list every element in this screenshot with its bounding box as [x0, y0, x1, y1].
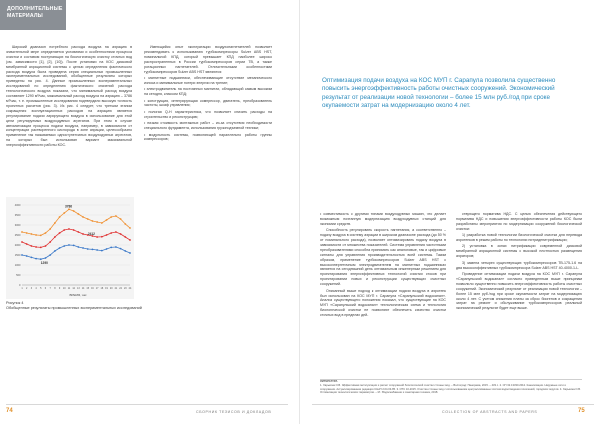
banner-line-1: ДОПОЛНИТЕЛЬНЫЕ: [7, 6, 63, 12]
x-tick-label: 17: [95, 287, 99, 290]
data-point-mean: [120, 233, 122, 235]
data-point-mean: [68, 228, 70, 230]
x-tick-label: 8: [54, 287, 56, 290]
chart-annotation: 2412: [87, 231, 95, 236]
data-point-max: [115, 215, 117, 217]
data-point-min: [92, 249, 94, 251]
references-text: 1. Харькина О.В. Эффективная эксплуатация и расчет сооружений биологической очистки сточных вод. – Волгоград: Панорама, 2015. – 433 с. 2. СП 32.13330.2012. Канализация. Наружные сети и сооружения. Актуализированная редакция СНиП 2.04.03-85. 3. ИТС 10-2015. Очистка сточных вод с использованием централизованных систем водоотведения поселений, городских округов. 4. Харькина О.В. Оптимизация технологических параметров. – М.: Водоснабжение и санитарная техника, 2018.: [320, 384, 581, 395]
right-col2-paragraph: Проведение оптимизации подачи воздуха на КОС МУП г. Сарапула «Сарапульский водоканал» согласно приведенным выше принципам позволило существенно повысить энергоэффективность работы очистных сооружений. Экономический результат от реализации новой технологии – более 15 млн руб./год при сроке окупаемости затрат на модернизацию около 4 лет. С учетом снижения платы за сброс биогенов и сокращения затрат на ремонт и обслуживание турбокомпрессоров реальный экономический результат будет еще выше.: [456, 271, 582, 311]
x-tick-label: 2: [26, 287, 28, 290]
data-point-mean: [82, 233, 84, 235]
data-point-min: [87, 248, 89, 250]
data-point-mean: [110, 232, 112, 234]
bullet-item: • пологая Q-H характеристика, что позволяет снизить расходы на строительство и реконструкцию;: [144, 109, 272, 119]
y-tick-label: 3500: [14, 214, 21, 217]
data-point-mean: [96, 236, 98, 238]
banner-line-2: МАТЕРИАЛЫ: [7, 12, 43, 19]
data-point-max: [124, 223, 126, 225]
right-col2-paragraph: 2) установка в зонах нитрификации современной дисковой мембранной аэрационной системы с высокой плотностью размещения аэраторов;: [456, 244, 582, 259]
chart-annotation: 1290: [40, 261, 48, 266]
data-point-max: [40, 235, 42, 237]
data-point-max: [82, 216, 84, 218]
data-point-max: [49, 228, 51, 230]
data-point-min: [82, 247, 84, 249]
data-point-min: [45, 257, 47, 259]
data-point-mean: [49, 241, 51, 243]
figure-title: Обобщенные результаты промышленных экспериментальных исследований: [6, 306, 142, 310]
data-point-min: [106, 248, 108, 250]
data-point-max: [54, 222, 56, 224]
footer-label: СБОРНИК ТЕЗИСОВ И ДОКЛАДОВ: [196, 410, 272, 414]
right-col1-paragraph: Описанный выше подход к оптимизации подачи воздуха в аэротенк был использован на КОС МУП г. Сарапула «Сарапульский водоканал». Анализ существующего положения показал, что существующие на КОС МУП «Сарапульский водоканал» технологическая схема и технология биологической очистки не позволяют обеспечить качество очистки сточных вод в пределах дей-: [320, 288, 446, 318]
bullet-item: • низкая стоимость монтажных работ – из-за отсутствия необходимости специального фундамента, использования грузоподъемной техники;: [144, 121, 272, 131]
x-tick-label: 22: [119, 287, 122, 290]
y-tick-label: 500: [16, 274, 21, 277]
x-axis-label: ВРЕМЯ, час: [69, 293, 87, 297]
data-point-min: [49, 254, 51, 256]
data-point-max: [63, 212, 65, 214]
y-tick-label: 2500: [14, 234, 21, 237]
x-tick-label: 18: [100, 287, 104, 290]
data-point-mean: [54, 236, 56, 238]
data-point-max: [59, 216, 61, 218]
data-point-min: [59, 247, 61, 249]
data-point-min: [120, 248, 122, 250]
bullet-item: • электродвигатель на постоянных магнитах, обладающий самым высоким на сегодня, классом КПД;: [144, 87, 272, 97]
y-tick-label: 2000: [14, 244, 21, 247]
x-tick-label: 4: [35, 287, 37, 290]
page-number: 74: [6, 408, 13, 414]
x-tick-label: 3: [30, 287, 33, 290]
data-point-max: [21, 231, 23, 233]
bullet-item: • конструкция, интегрирующая компрессор, двигатель, преобразователь частоты, шкаф управления;: [144, 98, 272, 108]
data-point-mean: [124, 236, 126, 238]
chart-annotation: 3786: [64, 204, 73, 209]
left-col2-paragraph: Имеющийся опыт эксплуатации воздухонагнетателей позволяет рекомендовать к использованию турбокомпрессоры Sulzer ABS HST, номинальной КПД, который превышает КПД наиболее широко распространенных в России турбокомпрессоров серии ТВ, а также ротационных нагнетателей. Отличительными особенностями турбокомпрессоров Sulzer ABS HST являются:: [144, 45, 272, 74]
x-tick-label: 19: [105, 287, 108, 290]
x-tick-label: 21: [114, 287, 118, 290]
data-point-min: [77, 246, 79, 248]
section-banner: [0, 0, 66, 30]
data-point-min: [73, 245, 75, 247]
data-point-min: [101, 250, 103, 252]
y-tick-label: 0: [19, 284, 21, 287]
x-tick-label: 11: [67, 287, 71, 290]
data-point-mean: [101, 236, 103, 238]
data-point-mean: [115, 231, 117, 233]
data-point-max: [101, 222, 103, 224]
data-point-max: [106, 219, 108, 221]
x-tick-label: 15: [86, 287, 90, 290]
right-page: [300, 0, 600, 424]
y-tick-label: 3000: [14, 224, 21, 227]
footer-rule: [312, 404, 594, 405]
y-tick-label: 1000: [14, 264, 21, 267]
chart-caption: [6, 301, 206, 311]
x-tick-label: 10: [62, 287, 66, 290]
data-point-mean: [26, 243, 28, 245]
left-col1-paragraph: Широкий диапазон потребного расхода воздуха на аэрацию в значительной мере определяется условиями и особенностями процесса очистки и составом поступающих на биологическую очистку сточных вод (см. зависимости [1], [2], [10]). После установки на КОС дисковой мембранной аэрационной системы с целью определения фактического расхода воздуха была проведена серия специальных промышленных экспериментальных исследований, обобщенные результаты которых приведены на рис. 4. Данные промышленных экспериментальных исследований по определению фактического значений расхода технологического воздуха показали, что минимальный расход воздуха составляет 1290 м³/час, максимальный расход воздуха на аэрацию – 3786 м³/час, т. е. промышленные исследования подтвердили высокую точность проектных расчетов (рис. 3). Из рис. 4 следует, что третьим этапом сокращения эксплуатационных расходов на аэрацию является регулирование подачи аэрирующего воздуха в использование для этой цели регулируемых воздуходувных агрегатов. При этом в случае автоматизации процесса подачи воздуха, например, в зависимости от концентрации растворенного кислорода в зоне аэрации, целесообразно применение так называемых одноступенчатых воздуходувных агрегатов, на которых был использован вариант максимальной энергоэффективности работы КОС.: [6, 45, 132, 148]
data-point-min: [129, 252, 131, 254]
data-point-min: [124, 250, 126, 252]
left-column-1: [6, 45, 132, 150]
references-block: [320, 380, 582, 395]
data-point-max: [87, 218, 89, 220]
page-number: 75: [578, 408, 585, 414]
figure-number: Рисунок 4: [6, 301, 24, 305]
left-column-2: [144, 45, 272, 144]
data-point-mean: [59, 232, 61, 234]
data-point-mean: [30, 245, 32, 247]
data-point-min: [110, 247, 112, 249]
x-tick-label: 20: [109, 287, 113, 290]
data-point-max: [77, 213, 79, 215]
chart-svg: [6, 197, 134, 299]
data-point-mean: [106, 234, 108, 236]
right-column-1: [320, 212, 446, 320]
data-point-max: [30, 233, 32, 235]
data-point-mean: [77, 231, 79, 233]
right-column-2: [456, 212, 582, 313]
data-point-min: [96, 249, 98, 251]
right-col1-paragraph: • совместимость с другими типами воздуходувных машин, что делает возможным поэтапную модернизацию воздуходувных станций для экономии средств.: [320, 212, 446, 226]
data-point-min: [63, 245, 65, 247]
data-point-max: [35, 234, 37, 236]
data-point-max: [26, 232, 28, 234]
x-tick-label: 12: [72, 287, 75, 290]
data-point-mean: [35, 246, 37, 248]
x-tick-label: 1: [21, 287, 23, 290]
data-point-mean: [73, 229, 75, 231]
data-point-max: [129, 227, 131, 229]
data-point-mean: [21, 241, 23, 243]
data-point-min: [35, 258, 37, 260]
data-point-min: [40, 258, 42, 260]
data-point-min: [30, 257, 32, 259]
data-point-max: [45, 232, 47, 234]
data-point-max: [110, 216, 112, 218]
data-point-max: [92, 220, 94, 222]
bullet-item: • модульность системы, позволяющей параллельно работы группы компрессоров;: [144, 132, 272, 142]
x-tick-label: 13: [77, 287, 80, 290]
right-col2-paragraph: 3) замена четырех существующих турбокомпрессоров ТВ-175-1.6 на два высокоэффективных турбокомпрессора Sulzer ABS HST 40-4000-1-L.: [456, 260, 582, 270]
airflow-chart: [6, 197, 134, 299]
right-col2-paragraph: ствующего норматива НДС. С целью обеспечения действующего норматива НДС и повышения энергоэффективности работы КОС были разработаны мероприятия по модернизации сооружений биологической очистки:: [456, 212, 582, 231]
data-point-min: [21, 254, 23, 256]
data-point-min: [115, 246, 117, 248]
data-point-max: [68, 208, 70, 210]
x-tick-label: 7: [49, 287, 51, 290]
references-heading: ЛИТЕРАТУРА: [320, 380, 338, 383]
x-tick-label: 9: [58, 287, 61, 290]
data-point-mean: [129, 239, 131, 241]
y-tick-label: 4000: [14, 204, 21, 207]
data-point-max: [120, 218, 122, 220]
data-point-mean: [63, 229, 65, 231]
chart-background: [6, 197, 134, 299]
data-point-min: [26, 255, 28, 257]
bullet-item: • магнитные подшипники, обеспечивающие отсутствие механического износа и минимальные потери энергии на трение;: [144, 75, 272, 85]
data-point-min: [54, 250, 56, 252]
footer-label: COLLECTION OF ABSTRACTS AND PAPERS: [442, 410, 538, 414]
x-tick-label: 16: [91, 287, 94, 290]
y-tick-label: 1500: [14, 254, 21, 257]
data-point-mean: [45, 245, 47, 247]
x-tick-label: 5: [40, 287, 42, 290]
data-point-mean: [40, 247, 42, 249]
data-point-max: [73, 210, 75, 212]
right-col2-paragraph: 1) разработка новой технологии биологической очистки для перевода аэротенков в режим работы по технологии нитриденитрификации;: [456, 233, 582, 243]
x-tick-label: 23: [123, 287, 127, 290]
x-tick-label: 6: [44, 287, 47, 290]
footer-rule: [6, 404, 288, 405]
right-col1-paragraph: Способность регулировать скорость нагнетания, а соответственно – подачу воздуха в систему аэрации в широком диапазоне расхода (до 50 % от номинального расхода), позволяет оптимизировать подачу воздуха в зависимости от множества показателей. Система управления частотными преобразователями способна принимать как аналоговые, так и цифровые сигналы для управления производительностью всей системы. Таким образом, применение турбокомпрессоров Sulzer ABS HST с высокоэнергетичным электродвигателем на магнитных подшипниках является на сегодняшний день оптимальным инженерным решением для проектирования энергоэффективных технологий очистки стоков при проектировании новых и реконструкции существующих очистных сооружений.: [320, 228, 446, 287]
data-point-min: [68, 244, 70, 246]
x-tick-label: 24: [128, 287, 132, 290]
x-tick-label: 14: [81, 287, 85, 290]
lead-title: Оптимизация подачи воздуха на КОС МУП г. Сарапула позволила существенно повысить энергоэффективность работы очистных сооружений. Экономический результат от реализации новой технологии – более 15 млн руб./год при сроке окупаемости затрат на модернизацию около 4 лет.: [322, 77, 556, 110]
data-point-max: [96, 221, 98, 223]
